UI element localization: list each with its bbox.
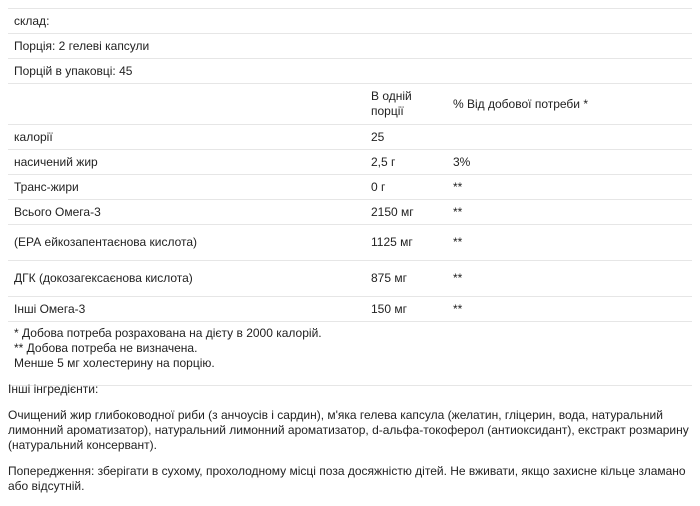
footnotes [8,322,692,386]
footnote-not-established: ** Добова потреба не визначена. [14,341,198,355]
table-row [8,125,692,150]
table-row [8,200,692,225]
servings-per-pack-row [8,59,692,84]
servings-per-pack: Порцій в упаковці: 45 [8,59,692,84]
table-row [8,297,692,322]
nutrient-daily-value: ** [447,175,692,200]
table-row [8,175,692,200]
nutrient-daily-value: 3% [447,150,692,175]
composition-label: склад: [8,9,692,34]
header-per-serving: В одній порції [365,84,447,125]
nutrient-amount: 25 [365,125,447,150]
nutrient-amount: 2,5 г [365,150,447,175]
nutrient-amount: 1125 мг [365,225,447,261]
ingredients-text: Очищений жир глибоководної риби (з анчоусів і сардин), м'яка гелева капсула (желатин, гліцерин, вода, натуральний лимонний ароматизатор), натуральний лимонний ароматизатор, d-альфа-токоферол (антиоксидант), екстракт розмарину (натуральний консервант). [8,408,689,452]
table-row [8,225,692,261]
nutrient-daily-value: ** [447,225,692,261]
nutrient-daily-value: ** [447,200,692,225]
additional-info [8,382,692,505]
other-ingredients-label: Інші інгредієнти: [8,382,99,396]
serving-size: Порція: 2 гелеві капсули [8,34,692,59]
warning-text: Попередження: зберігати в сухому, прохолодному місці поза досяжністю дітей. Не вживати, якщо захисне кільце зламано або відсутній. [8,464,686,493]
supplement-facts-table [8,8,692,386]
footnote-cholesterol: Менше 5 мг холестерину на порцію. [14,356,215,370]
nutrient-name: насичений жир [8,150,365,175]
nutrient-name: Транс-жири [8,175,365,200]
nutrient-amount: 150 мг [365,297,447,322]
nutrient-amount: 2150 мг [365,200,447,225]
nutrient-name: калорії [8,125,365,150]
nutrient-amount: 875 мг [365,261,447,297]
footnotes-row [8,322,692,386]
table-row [8,261,692,297]
header-empty-cell [8,84,365,125]
nutrient-daily-value: ** [447,297,692,322]
nutrient-name: Інші Омега-3 [8,297,365,322]
footnote-daily-value: * Добова потреба розрахована на дієту в 2000 калорій. [14,326,322,340]
nutrient-name: (ЕРА ейкозапентаєнова кислота) [8,225,365,261]
table-row [8,150,692,175]
table-header-row [8,84,692,125]
serving-size-row [8,34,692,59]
nutrient-name: Всього Омега-3 [8,200,365,225]
composition-row [8,9,692,34]
nutrient-daily-value [447,125,692,150]
nutrient-amount: 0 г [365,175,447,200]
nutrient-daily-value: ** [447,261,692,297]
header-daily-value: % Від добової потреби * [447,84,692,125]
nutrient-name: ДГК (докозагексаєнова кислота) [8,261,365,297]
